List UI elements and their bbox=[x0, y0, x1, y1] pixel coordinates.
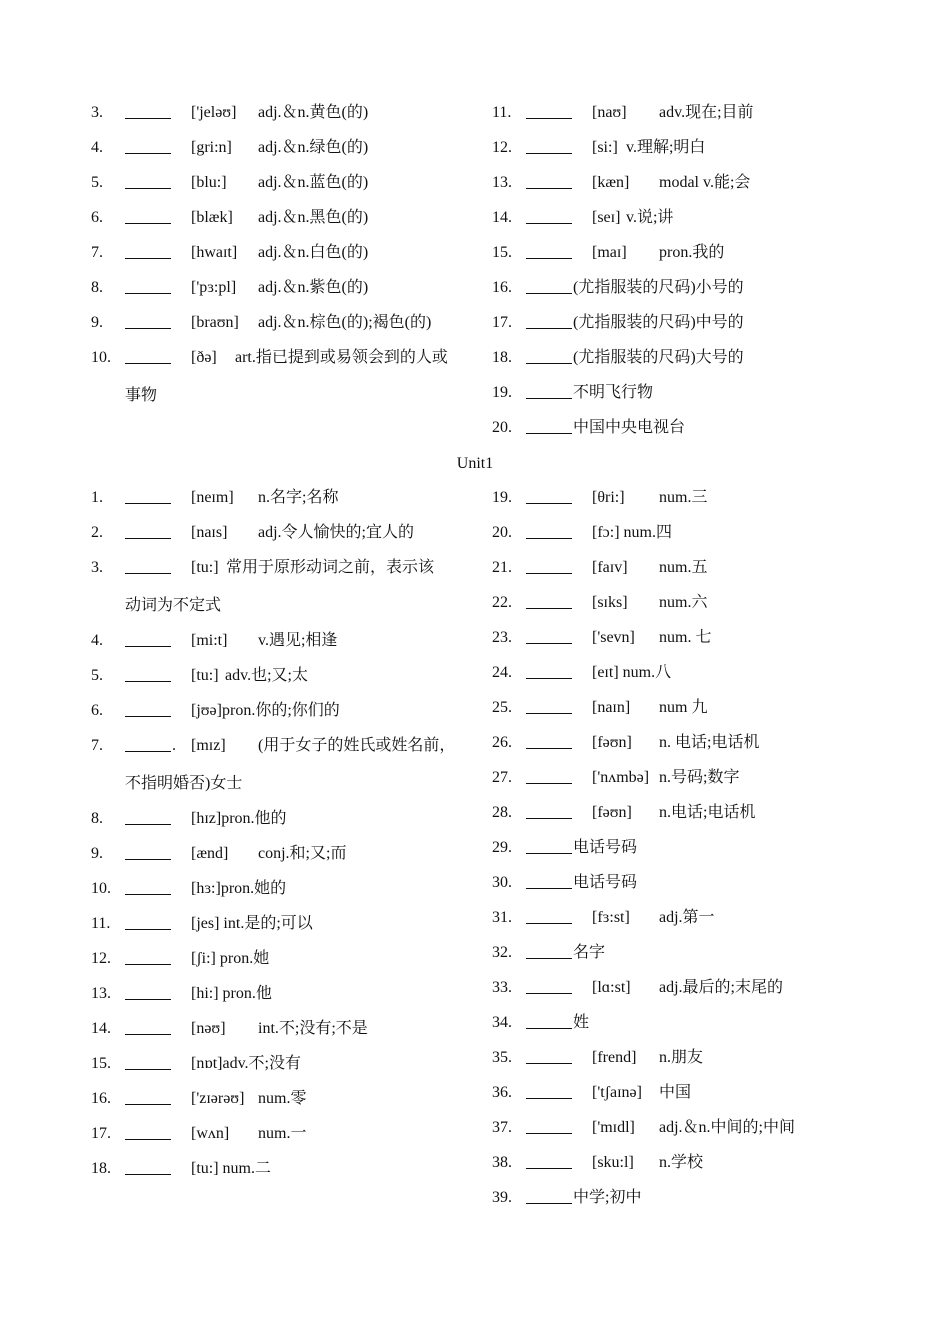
item-number: 35. bbox=[492, 1049, 512, 1066]
answer-blank bbox=[526, 678, 572, 679]
meaning-text: (尤指服装的尺码)小号的 bbox=[573, 279, 744, 296]
meaning-text: v.理解;明白 bbox=[626, 139, 706, 156]
item-number: 17. bbox=[91, 1125, 111, 1142]
answer-blank bbox=[526, 328, 572, 329]
list-item bbox=[91, 693, 491, 728]
answer-blank bbox=[526, 1168, 572, 1169]
answer-blank bbox=[526, 223, 572, 224]
answer-blank bbox=[526, 608, 572, 609]
meaning-text: n.名字;名称 bbox=[258, 489, 339, 506]
meaning-text: 电话号码 bbox=[573, 874, 638, 891]
item-number: 26. bbox=[492, 734, 512, 751]
meaning-text: adj.＆n.黑色(的) bbox=[258, 209, 369, 226]
item-number: 9. bbox=[91, 845, 103, 862]
answer-blank bbox=[125, 681, 171, 682]
answer-blank bbox=[526, 748, 572, 749]
item-number: 10. bbox=[91, 349, 111, 366]
list-item bbox=[492, 235, 892, 270]
meaning-text: v.遇见;相逢 bbox=[258, 632, 338, 649]
item-number: 19. bbox=[492, 384, 512, 401]
answer-blank bbox=[125, 258, 171, 259]
list-item bbox=[91, 1011, 491, 1046]
item-number: 38. bbox=[492, 1154, 512, 1171]
answer-blank bbox=[125, 716, 171, 717]
list-item bbox=[91, 871, 491, 906]
phonetic-text: [neɪm] bbox=[191, 489, 234, 506]
answer-blank bbox=[526, 433, 572, 434]
phonetic-text: [sku:l] bbox=[592, 1154, 634, 1171]
meaning-text: n.号码;数字 bbox=[659, 769, 740, 786]
list-item bbox=[492, 585, 892, 620]
list-item bbox=[492, 655, 892, 690]
answer-blank bbox=[526, 1028, 572, 1029]
answer-blank bbox=[125, 894, 171, 895]
meaning-text: num.五 bbox=[659, 559, 708, 576]
item-number: 15. bbox=[492, 244, 512, 261]
answer-blank bbox=[526, 573, 572, 574]
answer-blank bbox=[125, 153, 171, 154]
item-number: 4. bbox=[91, 632, 103, 649]
phonetic-text: [θri:] bbox=[592, 489, 625, 506]
list-item bbox=[492, 1005, 892, 1040]
list-item bbox=[91, 623, 491, 658]
meaning-text: adj.＆n.紫色(的) bbox=[258, 279, 369, 296]
item-number: 6. bbox=[91, 209, 103, 226]
phonetic-text: [jes] int.是的;可以 bbox=[191, 915, 313, 932]
meaning-text: (尤指服装的尺码)中号的 bbox=[573, 314, 744, 331]
list-item bbox=[492, 515, 892, 550]
list-item bbox=[492, 130, 892, 165]
meaning-text: adj.＆n.蓝色(的) bbox=[258, 174, 369, 191]
meaning-text: num.一 bbox=[258, 1125, 307, 1142]
list-item bbox=[91, 728, 491, 763]
phonetic-text: ['sevn] bbox=[592, 629, 635, 646]
item-number: 37. bbox=[492, 1119, 512, 1136]
list-item bbox=[492, 1145, 892, 1180]
item-number: 5. bbox=[91, 174, 103, 191]
list-item bbox=[492, 375, 892, 410]
phonetic-text: [ænd] bbox=[191, 845, 229, 862]
phonetic-text: [sɪks] bbox=[592, 594, 628, 611]
phonetic-text: [si:] bbox=[592, 139, 618, 156]
item-number: 5. bbox=[91, 667, 103, 684]
answer-blank bbox=[526, 188, 572, 189]
list-item bbox=[91, 1046, 491, 1081]
item-number: 3. bbox=[91, 104, 103, 121]
item-number: 11. bbox=[492, 104, 512, 121]
answer-blank bbox=[526, 258, 572, 259]
item-number: 15. bbox=[91, 1055, 111, 1072]
item-number: 7. bbox=[91, 737, 103, 754]
item-number: 25. bbox=[492, 699, 512, 716]
list-item bbox=[91, 305, 491, 340]
item-number: 34. bbox=[492, 1014, 512, 1031]
meaning-text: 中国中央电视台 bbox=[573, 419, 686, 436]
meaning-text: adj.＆n.棕色(的);褐色(的) bbox=[258, 314, 432, 331]
answer-blank bbox=[526, 1098, 572, 1099]
answer-blank bbox=[125, 646, 171, 647]
meaning-text: 电话号码 bbox=[573, 839, 638, 856]
item-number: 21. bbox=[492, 559, 512, 576]
meaning-text: n. 电话;电话机 bbox=[659, 734, 760, 751]
list-item bbox=[91, 1116, 491, 1151]
meaning-text: modal v.能;会 bbox=[659, 174, 751, 191]
list-item bbox=[492, 830, 892, 865]
answer-blank bbox=[125, 824, 171, 825]
list-item bbox=[492, 270, 892, 305]
phonetic-text: [nəʊ] bbox=[191, 1020, 226, 1037]
meaning-text: 姓 bbox=[573, 1014, 590, 1031]
phonetic-text: ['nʌmbə] bbox=[592, 769, 650, 786]
phonetic-text: ['mɪdl] bbox=[592, 1119, 635, 1136]
list-item bbox=[492, 480, 892, 515]
item-number: 30. bbox=[492, 874, 512, 891]
meaning-text: adj.第一 bbox=[659, 909, 715, 926]
list-item bbox=[91, 976, 491, 1011]
list-item bbox=[91, 801, 491, 836]
meaning-text: num.六 bbox=[659, 594, 708, 611]
list-item bbox=[492, 620, 892, 655]
meaning-text: 中学;初中 bbox=[573, 1189, 642, 1206]
phonetic-text: [wʌn] bbox=[191, 1125, 230, 1142]
item-number: 7. bbox=[91, 244, 103, 261]
list-item bbox=[492, 340, 892, 375]
meaning-continuation: 事物 bbox=[125, 387, 158, 404]
item-number: 1. bbox=[91, 489, 103, 506]
phonetic-text: [ʃi:] pron.她 bbox=[191, 950, 270, 967]
meaning-text: (用于女子的姓氏或姓名前， bbox=[258, 737, 456, 754]
meaning-text: num 九 bbox=[659, 699, 708, 716]
meaning-text: adj.＆n.绿色(的) bbox=[258, 139, 369, 156]
answer-blank bbox=[526, 818, 572, 819]
meaning-text: adv.也;又;太 bbox=[225, 667, 308, 684]
meaning-text: 中国 bbox=[659, 1084, 692, 1101]
phonetic-text: [braʊn] bbox=[191, 314, 239, 331]
meaning-text: 常用于原形动词之前，表示该 bbox=[226, 559, 435, 576]
answer-blank bbox=[526, 783, 572, 784]
meaning-continuation: 动词为不定式 bbox=[125, 597, 222, 614]
item-number: 24. bbox=[492, 664, 512, 681]
meaning-text: 名字 bbox=[573, 944, 606, 961]
phonetic-text: [blæk] bbox=[191, 209, 233, 226]
answer-blank bbox=[125, 538, 171, 539]
item-number: 28. bbox=[492, 804, 512, 821]
answer-blank bbox=[526, 993, 572, 994]
phonetic-text: [tu:] bbox=[191, 559, 219, 576]
phonetic-text: [blu:] bbox=[191, 174, 227, 191]
phonetic-text: [tu:] num.二 bbox=[191, 1160, 271, 1177]
list-item bbox=[492, 1110, 892, 1145]
answer-blank bbox=[125, 1069, 171, 1070]
meaning-text: num.三 bbox=[659, 489, 708, 506]
answer-blank bbox=[526, 643, 572, 644]
answer-blank bbox=[125, 859, 171, 860]
phonetic-text: [naɪn] bbox=[592, 699, 631, 716]
answer-blank bbox=[526, 538, 572, 539]
answer-blank bbox=[526, 503, 572, 504]
list-item bbox=[91, 165, 491, 200]
phonetic-text: [frend] bbox=[592, 1049, 637, 1066]
answer-blank bbox=[526, 118, 572, 119]
meaning-text: adj.＆n.白色(的) bbox=[258, 244, 369, 261]
item-number: 32. bbox=[492, 944, 512, 961]
phonetic-text: ['pɜ:pl] bbox=[191, 279, 237, 296]
phonetic-text: [eɪt] num.八 bbox=[592, 664, 672, 681]
list-item bbox=[91, 836, 491, 871]
item-number: 22. bbox=[492, 594, 512, 611]
answer-blank bbox=[125, 363, 171, 364]
list-item bbox=[91, 200, 491, 235]
meaning-text: 不明飞行物 bbox=[573, 384, 654, 401]
unit-title: Unit1 bbox=[456, 455, 494, 472]
phonetic-text: [ðə] bbox=[191, 349, 217, 366]
answer-blank bbox=[125, 1139, 171, 1140]
item-number: 6. bbox=[91, 702, 103, 719]
answer-blank bbox=[125, 964, 171, 965]
meaning-text: adv.现在;目前 bbox=[659, 104, 754, 121]
blank-dot: . bbox=[172, 737, 176, 754]
phonetic-text: [kæn] bbox=[592, 174, 630, 191]
meaning-text: n.学校 bbox=[659, 1154, 704, 1171]
list-item bbox=[492, 200, 892, 235]
list-item bbox=[492, 550, 892, 585]
item-number: 18. bbox=[91, 1160, 111, 1177]
list-item bbox=[492, 865, 892, 900]
item-number: 9. bbox=[91, 314, 103, 331]
item-number: 27. bbox=[492, 769, 512, 786]
item-number: 13. bbox=[91, 985, 111, 1002]
phonetic-text: [hɪz]pron.他的 bbox=[191, 810, 287, 827]
list-item bbox=[492, 690, 892, 725]
list-item bbox=[492, 410, 892, 445]
phonetic-text: [tu:] bbox=[191, 667, 219, 684]
phonetic-text: [hi:] pron.他 bbox=[191, 985, 272, 1002]
item-number: 12. bbox=[492, 139, 512, 156]
meaning-text: adj.＆n.黄色(的) bbox=[258, 104, 369, 121]
answer-blank bbox=[125, 751, 171, 752]
item-number: 2. bbox=[91, 524, 103, 541]
item-number: 8. bbox=[91, 279, 103, 296]
phonetic-text: ['jeləʊ] bbox=[191, 104, 237, 121]
answer-blank bbox=[526, 923, 572, 924]
phonetic-text: [faɪv] bbox=[592, 559, 628, 576]
list-item bbox=[91, 130, 491, 165]
list-item bbox=[492, 1040, 892, 1075]
list-item bbox=[492, 935, 892, 970]
answer-blank bbox=[125, 1104, 171, 1105]
phonetic-text: [mɪz] bbox=[191, 737, 226, 754]
item-number: 13. bbox=[492, 174, 512, 191]
item-number: 14. bbox=[91, 1020, 111, 1037]
phonetic-text: [jʊə]pron.你的;你们的 bbox=[191, 702, 340, 719]
list-item bbox=[91, 340, 491, 375]
item-number: 4. bbox=[91, 139, 103, 156]
item-number: 20. bbox=[492, 419, 512, 436]
phonetic-text: [naɪs] bbox=[191, 524, 228, 541]
answer-blank bbox=[526, 958, 572, 959]
meaning-text: adj.＆n.中间的;中间 bbox=[659, 1119, 795, 1136]
item-number: 8. bbox=[91, 810, 103, 827]
list-item bbox=[91, 1081, 491, 1116]
item-number: 20. bbox=[492, 524, 512, 541]
list-item bbox=[492, 760, 892, 795]
phonetic-text: [nɒt]adv.不;没有 bbox=[191, 1055, 301, 1072]
list-item bbox=[492, 305, 892, 340]
phonetic-text: [naʊ] bbox=[592, 104, 627, 121]
meaning-text: num. 七 bbox=[659, 629, 712, 646]
list-item bbox=[91, 941, 491, 976]
phonetic-text: [fɔ:] num.四 bbox=[592, 524, 672, 541]
list-item bbox=[492, 1075, 892, 1110]
phonetic-text: [hɜ:]pron.她的 bbox=[191, 880, 287, 897]
item-number: 19. bbox=[492, 489, 512, 506]
item-number: 12. bbox=[91, 950, 111, 967]
answer-blank bbox=[125, 118, 171, 119]
answer-blank bbox=[125, 503, 171, 504]
phonetic-text: ['tʃaɪnə] bbox=[592, 1084, 642, 1101]
item-number: 36. bbox=[492, 1084, 512, 1101]
answer-blank bbox=[125, 1034, 171, 1035]
list-item bbox=[492, 725, 892, 760]
answer-blank bbox=[125, 999, 171, 1000]
meaning-text: v.说;讲 bbox=[626, 209, 674, 226]
answer-blank bbox=[125, 573, 171, 574]
answer-blank bbox=[526, 363, 572, 364]
item-number: 11. bbox=[91, 915, 111, 932]
list-item bbox=[91, 480, 491, 515]
list-item bbox=[91, 1151, 491, 1186]
answer-blank bbox=[125, 188, 171, 189]
meaning-text: art.指已提到或易领会到的人或 bbox=[235, 349, 448, 366]
list-item bbox=[492, 795, 892, 830]
phonetic-text: [gri:n] bbox=[191, 139, 232, 156]
item-number: 17. bbox=[492, 314, 512, 331]
answer-blank bbox=[125, 223, 171, 224]
list-item bbox=[492, 970, 892, 1005]
item-number: 14. bbox=[492, 209, 512, 226]
phonetic-text: [seɪ] bbox=[592, 209, 621, 226]
list-item bbox=[492, 95, 892, 130]
answer-blank bbox=[526, 293, 572, 294]
phonetic-text: [fəʊn] bbox=[592, 804, 632, 821]
item-number: 10. bbox=[91, 880, 111, 897]
meaning-text: adj.最后的;末尾的 bbox=[659, 979, 783, 996]
phonetic-text: [hwaɪt] bbox=[191, 244, 238, 261]
meaning-text: n.朋友 bbox=[659, 1049, 704, 1066]
answer-blank bbox=[526, 888, 572, 889]
list-item bbox=[91, 906, 491, 941]
meaning-text: num.零 bbox=[258, 1090, 307, 1107]
list-item bbox=[91, 235, 491, 270]
list-item bbox=[91, 550, 491, 585]
item-number: 39. bbox=[492, 1189, 512, 1206]
answer-blank bbox=[125, 328, 171, 329]
answer-blank bbox=[526, 398, 572, 399]
meaning-text: pron.我的 bbox=[659, 244, 725, 261]
answer-blank bbox=[526, 713, 572, 714]
answer-blank bbox=[526, 1063, 572, 1064]
answer-blank bbox=[125, 1174, 171, 1175]
item-number: 3. bbox=[91, 559, 103, 576]
list-item bbox=[91, 515, 491, 550]
item-number: 31. bbox=[492, 909, 512, 926]
list-item bbox=[91, 270, 491, 305]
item-number: 18. bbox=[492, 349, 512, 366]
meaning-text: adj.令人愉快的;宜人的 bbox=[258, 524, 414, 541]
phonetic-text: [fɜ:st] bbox=[592, 909, 630, 926]
phonetic-text: [mi:t] bbox=[191, 632, 228, 649]
meaning-text: (尤指服装的尺码)大号的 bbox=[573, 349, 744, 366]
phonetic-text: [fəʊn] bbox=[592, 734, 632, 751]
meaning-text: int.不;没有;不是 bbox=[258, 1020, 368, 1037]
answer-blank bbox=[125, 293, 171, 294]
list-item bbox=[91, 95, 491, 130]
list-item bbox=[91, 658, 491, 693]
phonetic-text: [lɑ:st] bbox=[592, 979, 631, 996]
item-number: 23. bbox=[492, 629, 512, 646]
item-number: 16. bbox=[492, 279, 512, 296]
answer-blank bbox=[526, 153, 572, 154]
list-item bbox=[492, 1180, 892, 1215]
item-number: 16. bbox=[91, 1090, 111, 1107]
phonetic-text: [maɪ] bbox=[592, 244, 627, 261]
answer-blank bbox=[125, 929, 171, 930]
meaning-continuation: 不指明婚否)女士 bbox=[125, 775, 243, 792]
list-item bbox=[492, 165, 892, 200]
item-number: 29. bbox=[492, 839, 512, 856]
meaning-text: n.电话;电话机 bbox=[659, 804, 756, 821]
answer-blank bbox=[526, 853, 572, 854]
phonetic-text: ['zɪərəʊ] bbox=[191, 1090, 245, 1107]
meaning-text: conj.和;又;而 bbox=[258, 845, 347, 862]
answer-blank bbox=[526, 1133, 572, 1134]
list-item bbox=[492, 900, 892, 935]
answer-blank bbox=[526, 1203, 572, 1204]
item-number: 33. bbox=[492, 979, 512, 996]
